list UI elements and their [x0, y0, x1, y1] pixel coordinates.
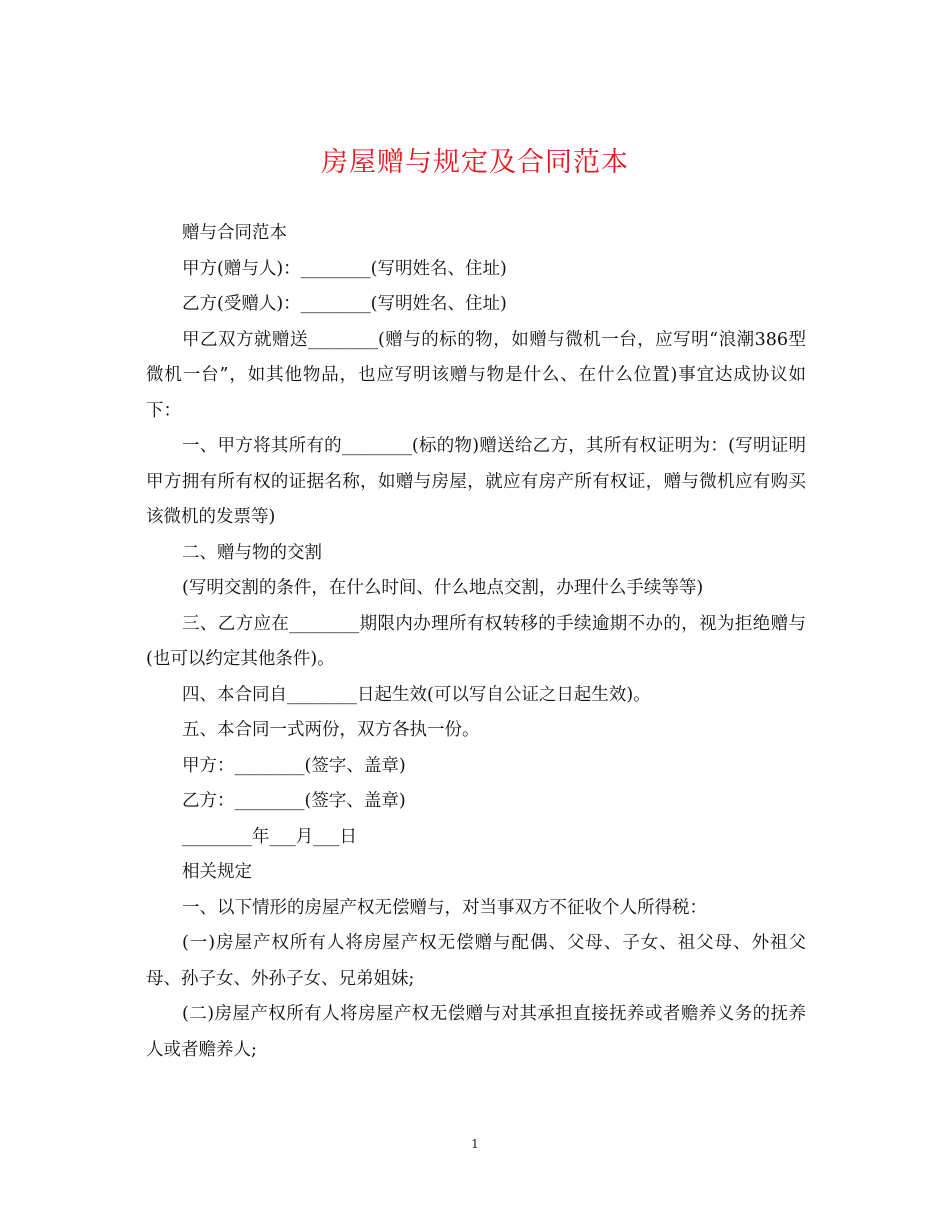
paragraph-clause-2-note: (写明交割的条件，在什么时间、什么地点交割，办理什么手续等等)	[182, 578, 704, 598]
paragraph-signature-b: 乙方：________(签字、盖章)	[182, 791, 406, 811]
paragraph-regulation-1-item-1: (一)房屋产权所有人将房屋产权无偿赠与配偶、父母、子女、祖父母、外祖父母、孙子女、外孙子女、兄弟姐妹;	[146, 933, 806, 989]
paragraph-clause-5: 五、本合同一式两份，双方各执一份。	[182, 720, 480, 740]
paragraph-date-line: ________年___月___日	[182, 826, 357, 847]
paragraph-regulation-1: 一、以下情形的房屋产权无偿赠与，对当事双方不征收个人所得税：	[182, 897, 707, 918]
paragraph-party-b: 乙方(受赠人)：________(写明姓名、住址)	[182, 294, 507, 314]
paragraph-signature-a: 甲方：________(签字、盖章)	[182, 755, 406, 776]
paragraph-regulations-heading: 相关规定	[182, 862, 252, 882]
paragraph-clause-4: 四、本合同自________日起生效(可以写自公证之日起生效)。	[182, 684, 651, 705]
document-title: 房屋赠与规定及合同范本	[321, 147, 629, 178]
paragraph-clause-3: 三、乙方应在________期限内办理所有权转移的手续逾期不办的，视为拒绝赠与(也可以约定其他条件)。	[146, 613, 806, 669]
paragraph-party-a: 甲方(赠与人)：________(写明姓名、住址)	[182, 258, 507, 279]
paragraph-agreement-intro: 甲乙双方就赠送________(赠与的标的物，如赠与微机一台，应写明“浪潮386型微机一台”，如其他物品，也应写明该赠与物是什么、在什么位置)事宜达成协议如下：	[146, 329, 806, 421]
paragraph-regulation-1-item-2: (二)房屋产权所有人将房屋产权无偿赠与对其承担直接抚养或者赡养义务的抚养人或者赡养人;	[146, 1004, 806, 1060]
document-body	[146, 216, 806, 1068]
paragraph-clause-1: 一、甲方将其所有的________(标的物)赠送给乙方，其所有权证明为：(写明证明甲方拥有所有权的证据名称，如赠与房屋，就应有房产所有权证，赠与微机应有购买该微机的发票等)	[146, 436, 806, 527]
paragraph-contract-heading: 赠与合同范本	[182, 223, 287, 243]
page-number: 1	[471, 1137, 479, 1151]
paragraph-clause-2-heading: 二、赠与物的交割	[182, 542, 322, 563]
